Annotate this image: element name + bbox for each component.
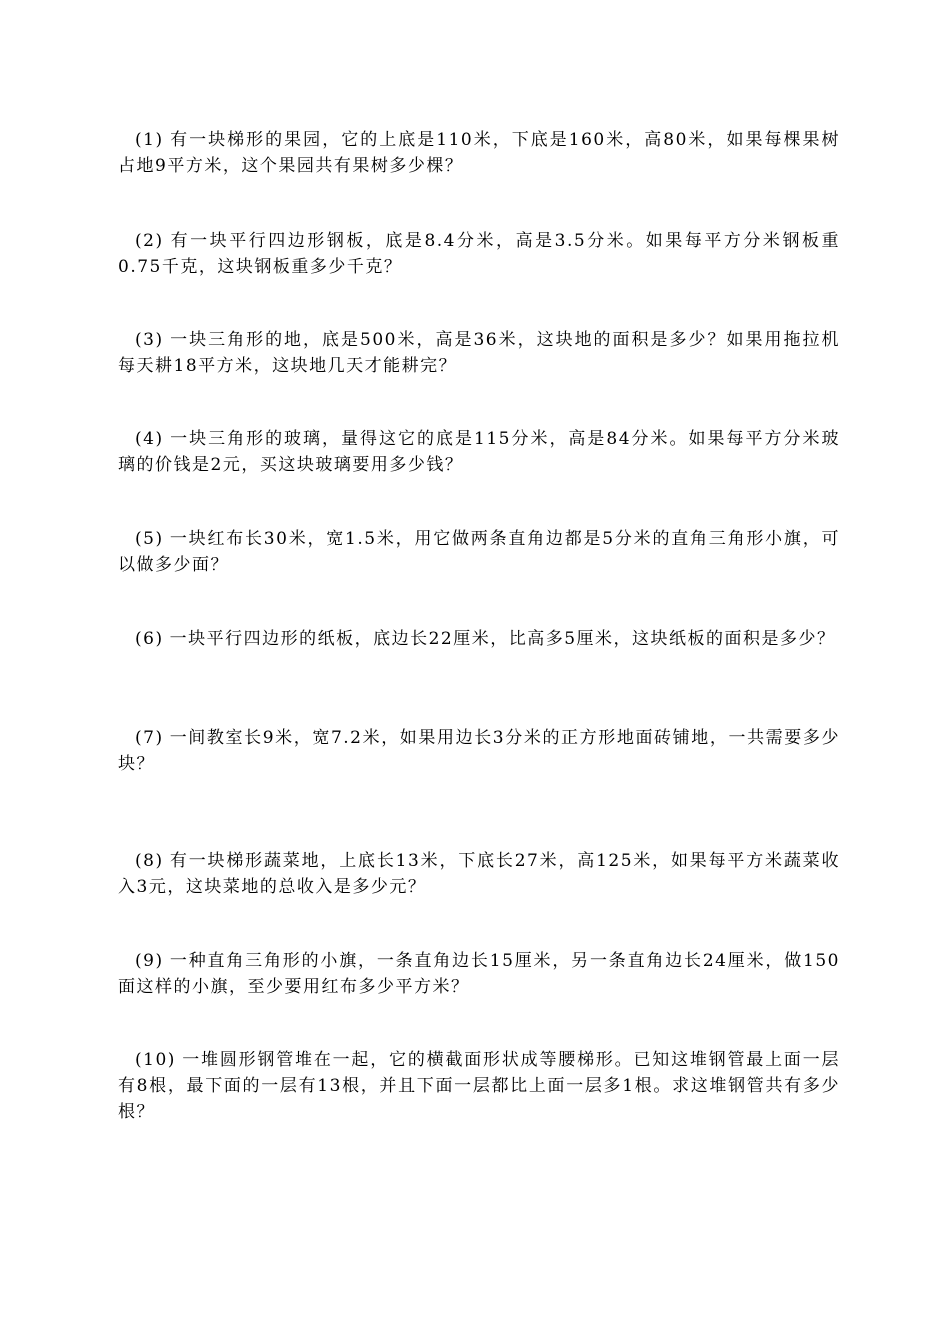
problem-text: 有一块平行四边形钢板，底是8.4分米，高是3.5分米。如果每平方分米钢板重0.75千克，这块钢板重多少千克？ (118, 231, 840, 277)
problem-number: (6) (135, 629, 164, 649)
problem-text: 一块三角形的地，底是500米，高是36米，这块地的面积是多少？如果用拖拉机每天耕18平方米，这块地几天才能耕完？ (118, 330, 840, 376)
problem-number: (10) (135, 1050, 176, 1070)
problem-1 (118, 127, 840, 179)
problem-9 (118, 948, 840, 1000)
problem-7 (118, 725, 840, 777)
problem-text: 有一块梯形的果园，它的上底是110米，下底是160米，高80米，如果每棵果树占地9平方米，这个果园共有果树多少棵？ (118, 130, 840, 176)
problem-4 (118, 426, 840, 478)
problem-6 (118, 626, 840, 652)
problem-5 (118, 526, 840, 578)
problem-text: 一块红布长30米，宽1.5米，用它做两条直角边都是5分米的直角三角形小旗，可以做多少面？ (118, 529, 840, 575)
problem-2 (118, 228, 840, 280)
problem-text: 一间教室长9米，宽7.2米，如果用边长3分米的正方形地面砖铺地，一共需要多少块？ (118, 728, 840, 774)
problem-text: 一块三角形的玻璃，量得这它的底是115分米，高是84分米。如果每平方分米玻璃的价钱是2元，买这块玻璃要用多少钱？ (118, 429, 840, 475)
problem-3 (118, 327, 840, 379)
problem-number: (7) (135, 728, 164, 748)
problem-number: (5) (135, 529, 164, 549)
problem-number: (4) (135, 429, 164, 449)
problem-number: (9) (135, 951, 164, 971)
problem-number: (8) (135, 851, 164, 871)
problem-text: 一堆圆形钢管堆在一起，它的横截面形状成等腰梯形。已知这堆钢管最上面一层有8根，最下面的一层有13根，并且下面一层都比上面一层多1根。求这堆钢管共有多少根？ (118, 1050, 840, 1122)
problem-text: 有一块梯形蔬菜地，上底长13米，下底长27米，高125米，如果每平方米蔬菜收入3元，这块菜地的总收入是多少元？ (118, 851, 840, 897)
problem-8 (118, 848, 840, 900)
problem-text: 一种直角三角形的小旗，一条直角边长15厘米，另一条直角边长24厘米，做150面这样的小旗，至少要用红布多少平方米？ (118, 951, 840, 997)
problem-text: 一块平行四边形的纸板，底边长22厘米，比高多5厘米，这块纸板的面积是多少？ (169, 629, 836, 649)
problem-number: (1) (135, 130, 164, 150)
problem-number: (2) (135, 231, 164, 251)
problem-number: (3) (135, 330, 164, 350)
problem-10 (118, 1047, 840, 1125)
